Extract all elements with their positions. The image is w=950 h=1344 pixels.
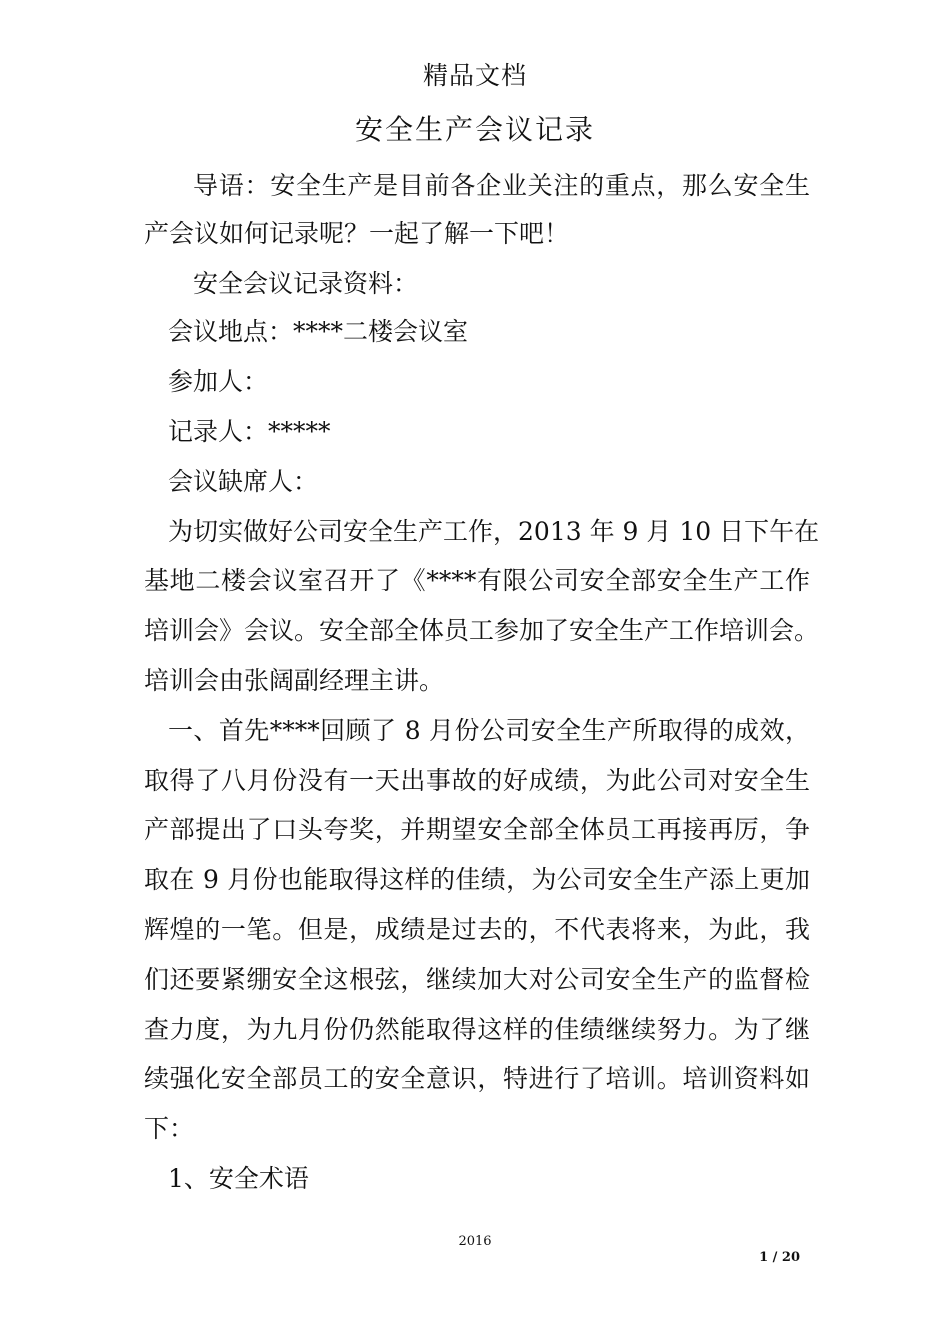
paragraph-line: 们还要紧绷安全这根弦，继续加大对公司安全生产的监督检 [144, 965, 810, 994]
paragraph-line: 一、首先****回顾了 8 月份公司安全生产所取得的成效， [168, 716, 810, 745]
document-title: 安全生产会议记录 [354, 113, 595, 146]
paragraph-line: 基地二楼会议室召开了《****有限公司安全部安全生产工作 [144, 566, 810, 595]
paragraph-line: 查力度，为九月份仍然能取得这样的佳绩继续努力。为了继 [144, 1015, 810, 1044]
attendees-label: 参加人： [168, 367, 269, 396]
meeting-location: 会议地点：****二楼会议室 [168, 317, 469, 346]
absentees-label: 会议缺席人： [168, 467, 319, 496]
paragraph-line: 产部提出了口头夸奖，并期望安全部全体员工再接再厉，争 [144, 815, 810, 844]
paragraph-line: 产会议如何记录呢？一起了解一下吧！ [144, 219, 570, 248]
paragraph-line: 取在 9 月份也能取得这样的佳绩，为公司安全生产添上更加 [144, 865, 810, 894]
paragraph-line: 培训会》会议。安全部全体员工参加了安全生产工作培训会。 [144, 616, 820, 645]
paragraph-line: 取得了八月份没有一天出事故的好成绩，为此公司对安全生 [144, 766, 810, 795]
page-number: 1 / 20 [759, 1250, 800, 1265]
paragraph-line: 下： [144, 1114, 195, 1143]
paragraph-line: 导语：安全生产是目前各企业关注的重点，那么安全生 [193, 171, 810, 200]
paragraph-line: 为切实做好公司安全生产工作，2013 年 9 月 10 日下午在 [168, 517, 820, 546]
footer-year: 2016 [458, 1234, 492, 1249]
paragraph-line: 续强化安全部员工的安全意识，特进行了培训。培训资料如 [144, 1064, 810, 1093]
paragraph-line: 安全会议记录资料： [193, 269, 419, 298]
paragraph-line: 培训会由张阔副经理主讲。 [144, 666, 445, 695]
recorder-label: 记录人：***** [168, 417, 331, 446]
paragraph-line: 辉煌的一笔。但是，成绩是过去的，不代表将来，为此，我 [144, 915, 810, 944]
section-heading: 1、安全术语 [168, 1164, 309, 1193]
header-label: 精品文档 [422, 61, 527, 90]
